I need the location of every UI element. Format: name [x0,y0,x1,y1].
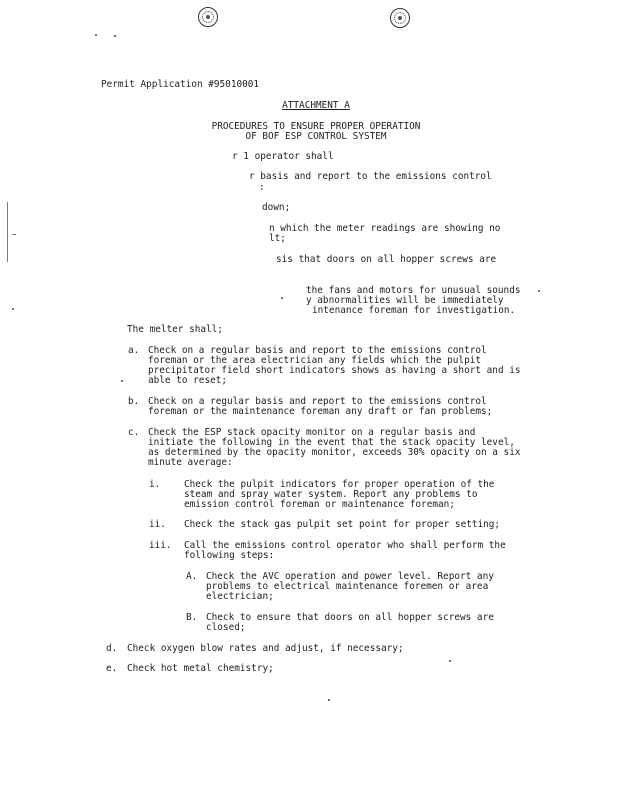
scan-speck [538,290,540,292]
margin-mark [12,234,16,235]
melter-intro: The melter shall; [127,324,223,335]
scan-speck [449,660,451,662]
item-c-line: initiate the following in the event that the stack opacity level, [148,437,515,448]
item-a-line: precipitator field short indicators shows as having a short and is [148,365,521,376]
subitem-marker: ii. [149,519,166,530]
item-marker: e. [106,663,118,674]
subitem-i-line: emission control foreman or maintenance foreman; [184,499,455,510]
subitem-marker: iii. [149,540,172,551]
partial-line: sis that doors on all hopper screws are [276,254,497,265]
partial-line: r basis and report to the emissions control [249,171,492,182]
scan-speck [114,35,116,37]
item-marker: d. [106,643,118,654]
partial-line: lt; [269,233,286,244]
subitem-i-line: Check the pulpit indicators for proper operation of the [184,479,495,490]
step-a-line: problems to electrical maintenance foremen or area [206,581,489,592]
step-marker: A. [186,571,198,582]
subitem-iii-line: Call the emissions control operator who shall perform the [184,540,506,551]
scan-speck [121,380,123,382]
item-a-line: able to reset; [148,375,228,386]
item-a-line: foreman or the area electrician any fields which the pulpit [148,355,482,366]
partial-line: y abnormalities will be immediately [306,295,504,306]
item-c-line: Check the ESP stack opacity monitor on a regular basis and [148,427,476,438]
margin-mark [7,202,8,262]
step-b-line: closed; [206,622,246,633]
item-marker: b. [128,396,140,407]
scan-speck [328,699,330,701]
item-b-line: foreman or the maintenance foreman any draft or fan problems; [148,406,493,417]
partial-line: the fans and motors for unusual sounds [306,285,521,296]
subitem-ii-line: Check the stack gas pulpit set point for proper setting; [184,519,501,530]
partial-line: : [259,182,265,193]
item-d-line: Check oxygen blow rates and adjust, if necessary; [127,643,404,654]
subitem-i-line: steam and spray water system. Report any problems to [184,489,478,500]
scan-speck [281,297,283,299]
partial-line: r 1 operator shall [232,151,334,162]
item-c-line: as determined by the opacity monitor, exceeds 30% opacity on a six [148,447,521,458]
item-marker: a. [128,345,140,356]
step-b-line: Check to ensure that doors on all hopper screws are [206,612,494,623]
permit-application-number: Permit Application #95010001 [101,79,260,90]
procedures-subheading: OF BOF ESP CONTROL SYSTEM [245,131,387,142]
subitem-iii-line: following steps: [184,550,275,561]
procedures-heading: PROCEDURES TO ENSURE PROPER OPERATION [211,121,421,132]
item-a-line: Check on a regular basis and report to the emissions control [148,345,487,356]
item-e-line: Check hot metal chemistry; [127,663,274,674]
partial-line: down; [262,202,291,213]
item-b-line: Check on a regular basis and report to the emissions control [148,396,487,407]
item-marker: c. [128,427,140,438]
seal-right-icon [390,8,410,28]
step-a-line: electrician; [206,591,274,602]
scan-speck [12,308,14,310]
item-c-line: minute average: [148,457,233,468]
step-marker: B. [186,612,198,623]
partial-line: n which the meter readings are showing no [269,223,501,234]
partial-line: intenance foreman for investigation. [312,305,516,316]
attachment-title: ATTACHMENT A [282,100,350,111]
seal-left-icon [198,7,218,27]
scan-speck [95,34,97,36]
step-a-line: Check the AVC operation and power level. Report any [206,571,494,582]
subitem-marker: i. [149,479,161,490]
